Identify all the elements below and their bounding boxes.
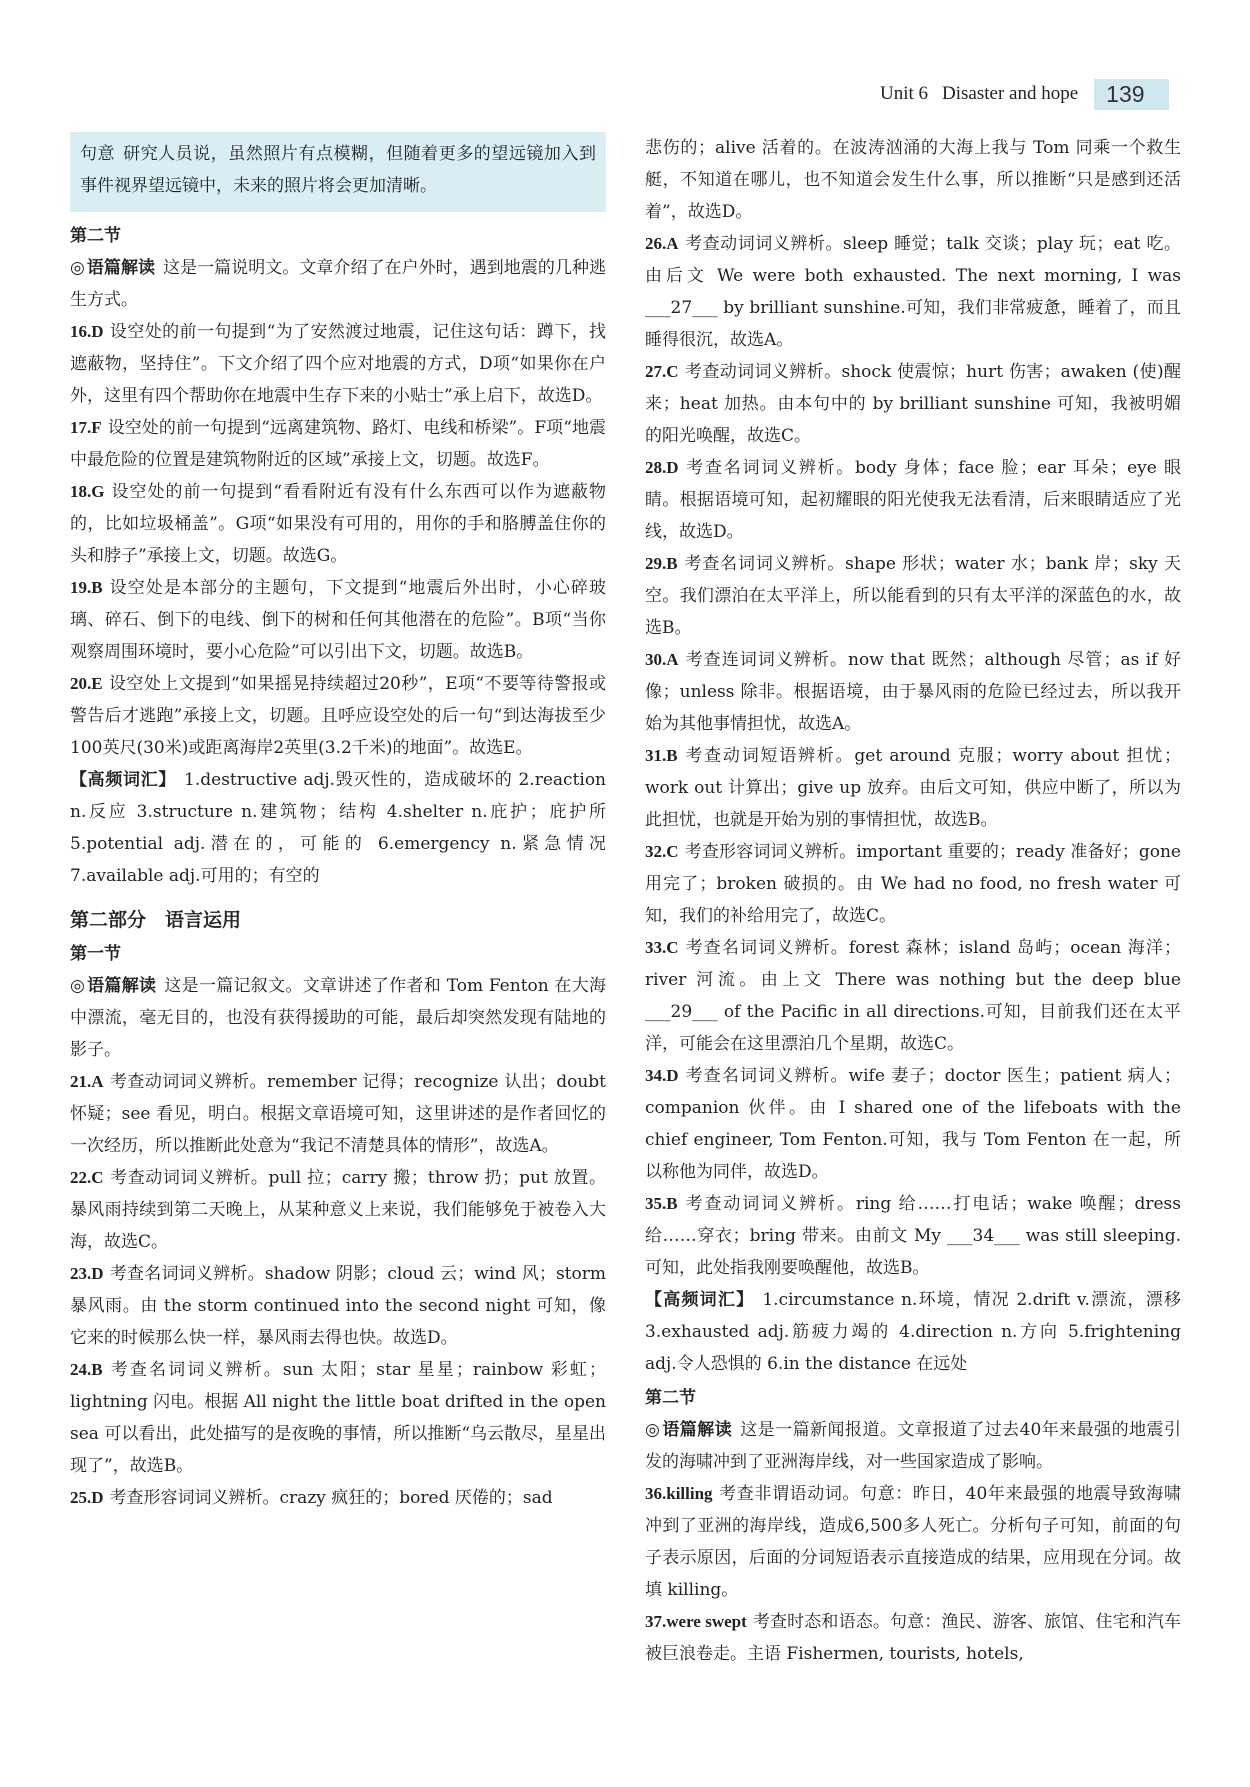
answer-number: 16.D (70, 322, 104, 341)
page-header (880, 74, 1240, 114)
answer-item (70, 1482, 606, 1514)
passage-label: ◎ 语篇解读 (70, 258, 155, 278)
answer-number: 24.B (70, 1360, 103, 1379)
answer-item (70, 412, 606, 476)
right-column (645, 132, 1181, 1670)
answer-text: 设空处是本部分的主题句，下文提到“地震后外出时，小心碎玻璃、碎石、倒下的电线、倒下的树和任何其他潜在的危险”。B项“当你观察周围环境时，要小心危险”可以引出下文，切题。故选B。 (70, 578, 606, 662)
answer-text: 考查名词词义辨析。wife 妻子；doctor 医生；patient 病人；companion 伙伴。由 I shared one of the lifeboats with the chief engineer, Tom Fenton.可知，我与 Tom Fenton 在一起，所以称他为同伴，故选D。 (645, 1066, 1181, 1182)
answer-item (645, 1478, 1181, 1606)
answer-item (70, 1066, 606, 1162)
answer-number: 30.A (645, 650, 679, 669)
answer-number: 21.A (70, 1072, 104, 1091)
answer-number: 34.D (645, 1066, 679, 1085)
section-title: 第二节 (645, 1388, 696, 1408)
answer-number: 29.B (645, 554, 678, 573)
answer-number: 31.B (645, 746, 678, 765)
vocabulary-list (70, 764, 606, 892)
answer-number: 27.C (645, 362, 679, 381)
answer-number: 19.B (70, 578, 103, 597)
vocabulary-label: 【高频词汇】 (645, 1290, 755, 1310)
vocabulary-text: 1.destructive adj.毁灭性的，造成破坏的 2.reaction n.反应 3.structure n.建筑物；结构 4.shelter n.庇护；庇护所 5.potential adj.潜在的，可能的 6.emergency n.紧急情况 7.available adj.可用的；有空的 (70, 770, 607, 886)
answer-item (645, 548, 1181, 644)
answer-text: 考查名词词义辨析。shadow 阴影；cloud 云；wind 风；storm 暴风雨。由 the storm continued into the second night 可知，像它来的时候那么快一样，暴风雨去得也快。故选D。 (70, 1264, 606, 1348)
answer-number: 36.killing (645, 1484, 713, 1503)
answer-item (70, 1162, 606, 1258)
vocabulary-text: 1.circumstance n.环境，情况 2.drift v.漂流，漂移 3.exhausted adj.筋疲力竭的 4.direction n.方向 5.frightening adj.令人恐惧的 6.in the distance 在远处 (645, 1290, 1181, 1374)
answer-text: 设空处上文提到“如果摇晃持续超过20秒”，E项“不要等待警报或警告后才逃跑”承接上文，切题。且呼应设空处的后一句“到达海拔至少100英尺(30米)或距离海岸2英里(3.2千米)的地面”。故选E。 (70, 674, 606, 758)
answer-number: 33.C (645, 938, 679, 957)
answer-text: 设空处的前一句提到“远离建筑物、路灯、电线和桥梁”。F项“地震中最危险的位置是建筑物附近的区域”承接上文，切题。故选F。 (70, 418, 606, 470)
answer-item (645, 228, 1181, 356)
answer-text: 考查动词短语辨析。get around 克服；worry about 担忧；work out 计算出；give up 放弃。由后文可知，供应中断了，所以为此担忧，也就是开始为别的事情担忧，故选B。 (645, 746, 1181, 830)
passage-label: ◎ 语篇解读 (70, 976, 156, 996)
answer-text: 考查动词词义辨析。shock 使震惊；hurt 伤害；awaken (使)醒来；heat 加热。由本句中的 by brilliant sunshine 可知，我被明媚的阳光唤醒，故选C。 (645, 362, 1181, 446)
left-column (70, 132, 606, 1514)
answer-item (645, 1188, 1181, 1284)
answer-number: 20.E (70, 674, 103, 693)
answer-item (645, 644, 1181, 740)
answer-number: 18.G (70, 482, 105, 501)
answer-text: 考查非谓语动词。句意：昨日，40年来最强的地震导致海啸冲到了亚洲的海岸线，造成6,500多人死亡。分析句子可知，前面的句子表示原因，后面的分词短语表示直接造成的结果，应用现在分词。故填 killing。 (645, 1484, 1181, 1600)
vocabulary-list (645, 1284, 1181, 1380)
passage-analysis (645, 1414, 1181, 1478)
answer-text: 考查形容词词义辨析。crazy 疯狂的；bored 厌倦的；sad (109, 1488, 553, 1508)
unit-label: Unit 6 (880, 83, 929, 104)
sentence-meaning-box (70, 132, 606, 212)
answer-item (645, 932, 1181, 1060)
answer-text: 考查时态和语态。句意：渔民、游客、旅馆、住宅和汽车被巨浪卷走。主语 Fishermen, tourists, hotels, (645, 1612, 1181, 1664)
answer-item (70, 476, 606, 572)
answer-text: 考查名词词义辨析。sun 太阳；star 星星；rainbow 彩虹；lightning 闪电。根据 All night the little boat drifted in the open sea 可以看出，此处描写的是夜晚的事情，所以推断“乌云散尽，星星出现了”，故选B。 (70, 1360, 607, 1476)
page-number: 139 (1094, 79, 1168, 110)
answer-number: 25.D (70, 1488, 104, 1507)
answer-number: 17.F (70, 418, 102, 437)
answer-text: 考查连词词义辨析。now that 既然；although 尽管；as if 好像；unless 除非。根据语境，由于暴风雨的危险已经过去，所以我开始为其他事情担忧，故选A。 (645, 650, 1181, 734)
answer-text: 考查动词词义辨析。pull 拉；carry 搬；throw 扔；put 放置。暴风雨持续到第二天晚上，从某种意义上来说，我们能够免于被卷入大海，故选C。 (70, 1168, 606, 1252)
passage-text: 这是一篇新闻报道。文章报道了过去40年来最强的地震引发的海啸冲到了亚洲海岸线，对一些国家造成了影响。 (645, 1420, 1182, 1472)
section-title: 第二节 (70, 226, 121, 246)
box-label: 句意 (80, 144, 116, 164)
passage-text: 这是一篇说明文。文章介绍了在户外时，遇到地震的几种逃生方式。 (70, 258, 606, 310)
passage-analysis (70, 970, 606, 1066)
answer-item (70, 1354, 606, 1482)
answer-number: 32.C (645, 842, 679, 861)
answer-text: 考查动词词义辨析。remember 记得；recognize 认出；doubt 怀疑；see 看见，明白。根据文章语境可知，这里讲述的是作者回忆的一次经历，所以推断此处意为“我记不清楚具体的情形”，故选A。 (70, 1072, 606, 1156)
answer-text: 设空处的前一句提到“看看附近有没有什么东西可以作为遮蔽物的，比如垃圾桶盖”。G项“如果没有可用的，用你的手和胳膊盖住你的头和脖子”承接上文，切题。故选G。 (70, 482, 606, 566)
answer-item (645, 836, 1181, 932)
box-text: 研究人员说，虽然照片有点模糊，但随着更多的望远镜加入到事件视界望远镜中，未来的照片将会更加清晰。 (80, 144, 597, 196)
part-title: 第二部分 语言运用 (70, 909, 242, 931)
answer-text: 设空处的前一句提到“为了安然渡过地震，记住这句话：蹲下，找遮蔽物，坚持住”。下文介绍了四个应对地震的方式，D项“如果你在户外，这里有四个帮助你在地震中生存下来的小贴士”承上启下，故选D。 (70, 322, 606, 406)
answer-item (70, 316, 606, 412)
answer-number: 26.A (645, 234, 679, 253)
answer-number: 23.D (70, 1264, 104, 1283)
answer-item (645, 1060, 1181, 1188)
answer-item (70, 572, 606, 668)
answer-item (70, 1258, 606, 1354)
answer-text: 考查名词词义辨析。body 身体；face 脸；ear 耳朵；eye 眼睛。根据语境可知，起初耀眼的阳光使我无法看清，后来眼睛适应了光线，故选D。 (645, 458, 1181, 542)
answer-text: 考查名词词义辨析。forest 森林；island 岛屿；ocean 海洋；river 河流。由上文 There was nothing but the deep blue ___29___ of the Pacific in all directions.可知，目前我们还在太平洋，可能会在这里漂泊几个星期，故选C。 (645, 938, 1181, 1054)
answer-text: 考查动词词义辨析。sleep 睡觉；talk 交谈；play 玩；eat 吃。由后文 We were both exhausted. The next morning, I was ___27___ by brilliant sunshine.可知，我们非常疲惫，睡着了，而且睡得很沉，故选A。 (645, 234, 1181, 350)
answer-number: 22.C (70, 1168, 104, 1187)
passage-text: 这是一篇记叙文。文章讲述了作者和 Tom Fenton 在大海中漂流，毫无目的，也没有获得援助的可能，最后却突然发现有陆地的影子。 (70, 976, 606, 1060)
answer-item (645, 356, 1181, 452)
answer-text: 考查名词词义辨析。shape 形状；water 水；bank 岸；sky 天空。我们漂泊在太平洋上，所以能看到的只有太平洋的深蓝色的水，故选B。 (645, 554, 1181, 638)
answer-text: 考查形容词词义辨析。important 重要的；ready 准备好；gone 用完了；broken 破损的。由 We had no food, no fresh water 可知，我们的补给用完了，故选C。 (645, 842, 1181, 926)
answer-text: 考查动词词义辨析。ring 给……打电话；wake 唤醒；dress 给……穿衣；bring 带来。由前文 My ___34___ was still sleeping.可知，此处指我刚要唤醒他，故选B。 (645, 1194, 1181, 1278)
answer-item (645, 740, 1181, 836)
answer-item (70, 668, 606, 764)
answer-item (645, 452, 1181, 548)
vocabulary-label: 【高频词汇】 (70, 770, 177, 790)
answer-item (645, 1606, 1181, 1670)
unit-title: Disaster and hope (942, 83, 1079, 104)
passage-label: ◎ 语篇解读 (645, 1420, 732, 1440)
section-title: 第一节 (70, 944, 121, 964)
continued-text: 悲伤的；alive 活着的。在波涛汹涌的大海上我与 Tom 同乘一个救生艇，不知道在哪儿，也不知道会发生什么事，所以推断“只是感到还活着”，故选D。 (645, 138, 1181, 222)
answer-number: 37.were swept (645, 1612, 747, 1631)
answer-number: 28.D (645, 458, 679, 477)
passage-analysis (70, 252, 606, 316)
answer-number: 35.B (645, 1194, 678, 1213)
